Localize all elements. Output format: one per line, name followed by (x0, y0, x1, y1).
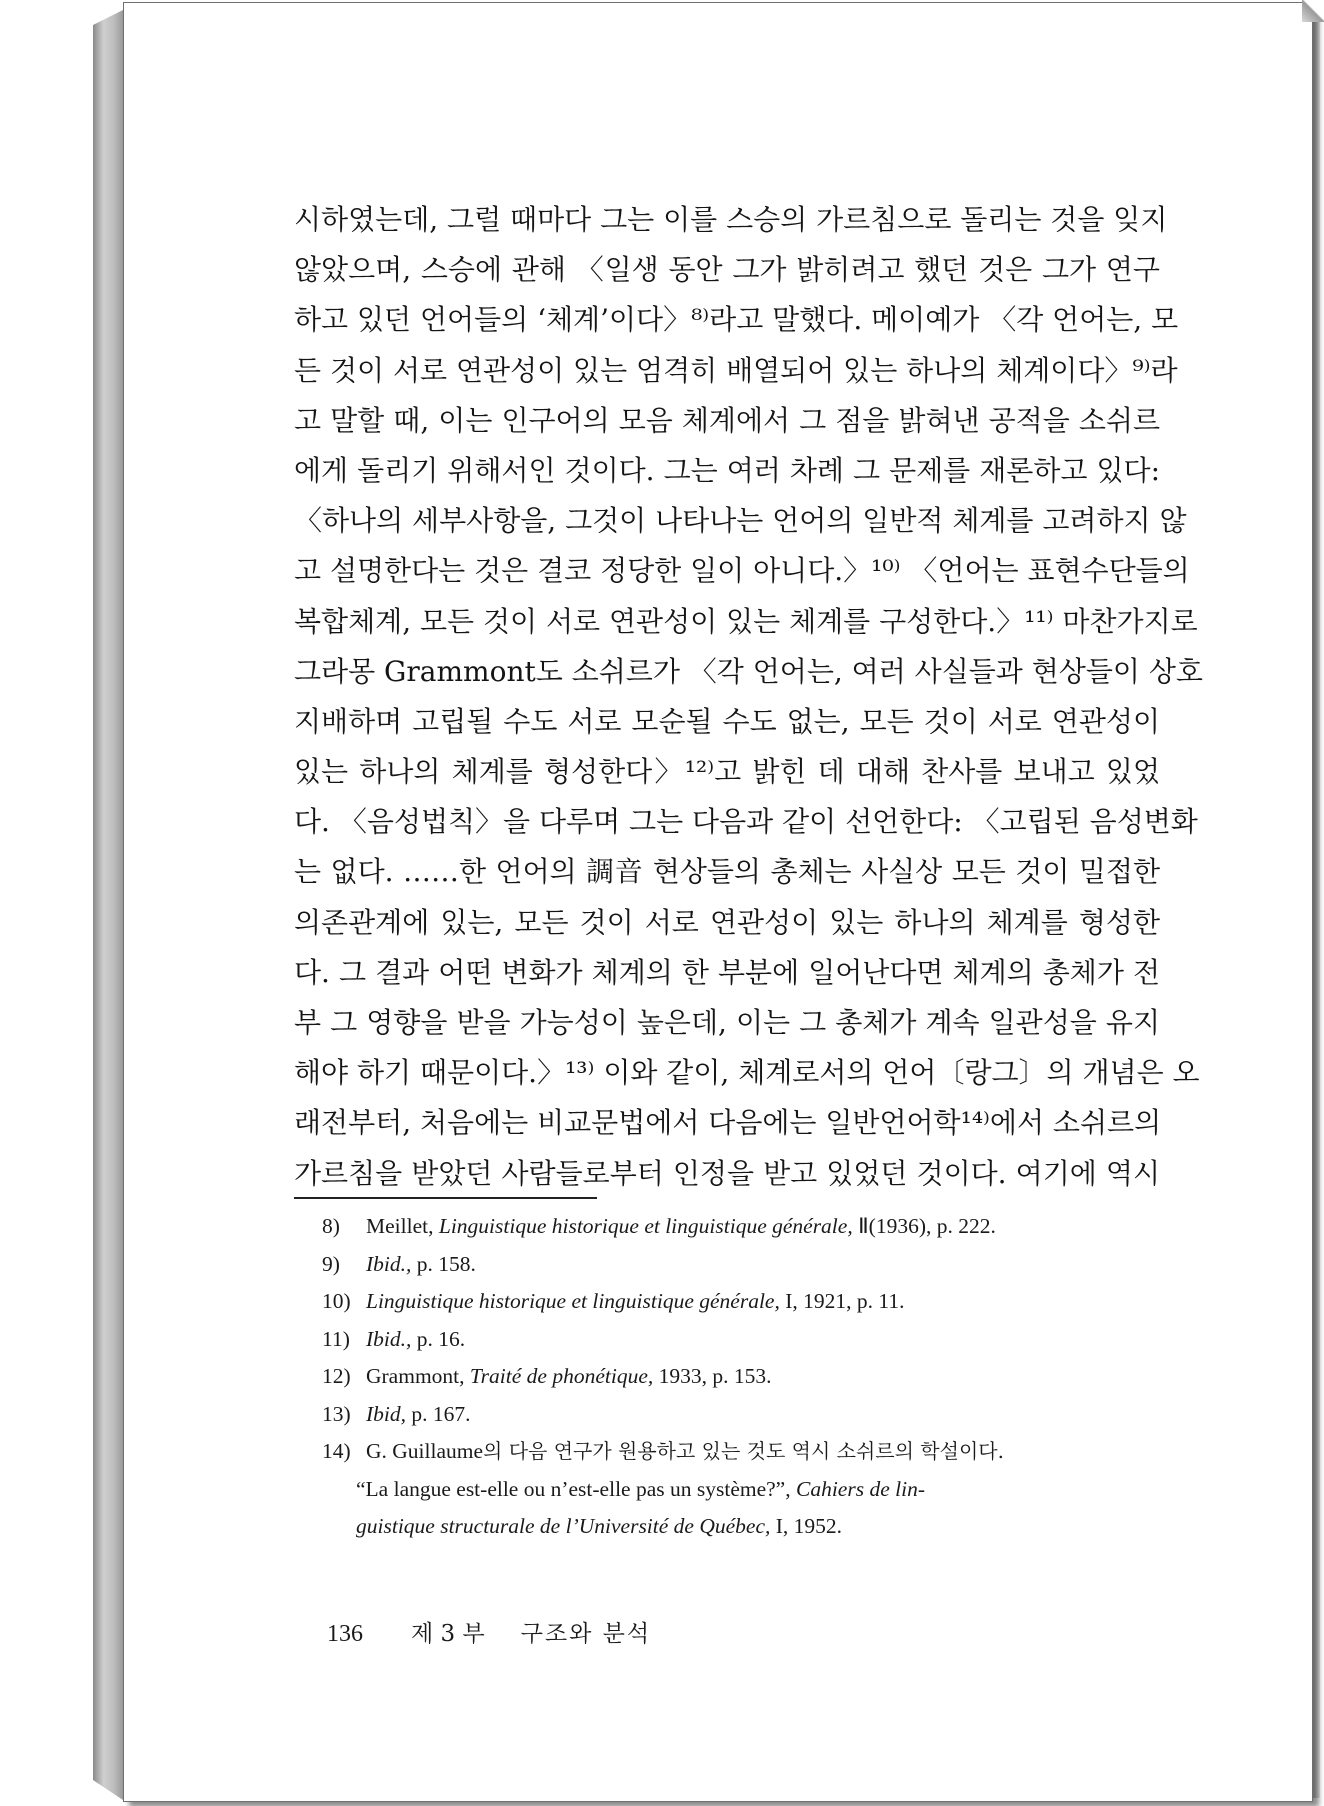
book-spine (93, 10, 123, 1800)
footnote-author: G. Guillaume (366, 1439, 484, 1463)
footnote-continuation (322, 1471, 1166, 1509)
footnote (322, 1246, 1166, 1284)
footnote-ref: p. 158. (411, 1251, 476, 1276)
footnote (322, 1208, 1166, 1246)
footnote-ref: 1933, p. 153. (653, 1364, 772, 1388)
body-line: 가르침을 받았던 사람들로부터 인정을 받고 있었던 것이다. 여기에 역시 (294, 1156, 1160, 1190)
body-line: 고 말할 때, 이는 인구어의 모음 체계에서 그 점을 밝혀낸 공적을 소쉬르 (294, 403, 1160, 437)
footnote-ref: I, 1952. (770, 1514, 843, 1538)
footnote-ref: p. 16. (411, 1326, 466, 1351)
footnote-number: 14) (322, 1439, 351, 1463)
body-text (294, 195, 1203, 1199)
footnote-divider (294, 1197, 597, 1199)
section-title: 구조와 분석 (520, 1621, 652, 1647)
footnote (322, 1321, 1166, 1359)
page-corner-curl (1302, 0, 1324, 22)
footnote-title: Linguistique historique et linguistique générale, (366, 1289, 780, 1313)
footnote (322, 1283, 1166, 1321)
footnote-ref: I, 1921, p. 11. (779, 1289, 905, 1313)
footnote-number: 11) (322, 1326, 350, 1351)
body-line: 그라몽 Grammont도 소쉬르가 〈각 언어는, 여러 사실들과 현상들이 상호 (294, 654, 1203, 688)
footnote (322, 1396, 1166, 1434)
footnote (322, 1358, 1166, 1396)
footnote-author: Meillet, (366, 1214, 439, 1238)
footnote-ref: p. 167. (406, 1401, 471, 1426)
page-footer (327, 1614, 651, 1654)
footnotes (322, 1208, 1166, 1546)
footnote-continuation (322, 1508, 1166, 1546)
footnote-title: Ibid., (366, 1326, 412, 1351)
body-line: 시하였는데, 그럴 때마다 그는 이를 스승의 가르침으로 돌리는 것을 잊지 (294, 203, 1168, 236)
footnote-ref: Ⅱ(1936), p. 222. (852, 1214, 996, 1238)
footnote-number: 10) (322, 1289, 351, 1313)
body-line: 지배하며 고립될 수도 서로 모순될 수도 없는, 모든 것이 서로 연관성이 (294, 704, 1160, 738)
body-line: 래전부터, 처음에는 비교문법에서 다음에는 일반언어학¹⁴⁾에서 소쉬르의 (294, 1106, 1162, 1140)
footnote-title: Ibid, (366, 1401, 407, 1426)
body-line: 다. 그 결과 어떤 변화가 체계의 한 부분에 일어난다면 체계의 총체가 전 (294, 955, 1160, 989)
footnote-number: 13) (322, 1401, 351, 1426)
footnote-author: Grammont, (366, 1364, 470, 1388)
body-line: 는 없다. ……한 언어의 調音 현상들의 총체는 사실상 모든 것이 밀접한 (294, 855, 1160, 889)
page-number: 136 (327, 1621, 363, 1647)
body-line: 해야 하기 때문이다.〉¹³⁾ 이와 같이, 체계로서의 언어〔랑그〕의 개념은 오 (294, 1056, 1200, 1090)
body-line: 하고 있던 언어들의 ‘체계’이다〉⁸⁾라고 말했다. 메이예가 〈각 언어는, 모 (294, 303, 1179, 337)
footnote-title: Traité de phonétique, (469, 1364, 654, 1388)
footnote-title: Cahiers de lin- (795, 1476, 925, 1501)
body-line: 고 설명한다는 것은 결코 정당한 일이 아니다.〉¹⁰⁾ 〈언어는 표현수단들의 (294, 554, 1190, 588)
footnote-title: guistique structurale de l’Université de Québec, (356, 1514, 771, 1538)
body-line: 않았으며, 스승에 관해 〈일생 동안 그가 밝히려고 했던 것은 그가 연구 (294, 253, 1160, 287)
body-line: 의존관계에 있는, 모든 것이 서로 연관성이 있는 하나의 체계를 형성한 (294, 905, 1160, 939)
body-line: 〈하나의 세부사항을, 그것이 나타나는 언어의 일반적 체계를 고려하지 않 (294, 504, 1187, 538)
footnote (322, 1433, 1166, 1471)
footnote-text: 의 다음 연구가 원용하고 있는 것도 역시 소쉬르의 학설이다. (483, 1439, 1004, 1463)
footnote-number: 9) (322, 1251, 340, 1276)
footnote-title: Linguistique historique et linguistique générale, (438, 1214, 853, 1238)
part-label: 제 3 부 (411, 1621, 485, 1647)
footnote-number: 12) (322, 1364, 351, 1388)
footnote-number: 8) (322, 1214, 340, 1238)
body-line: 부 그 영향을 받을 가능성이 높은데, 이는 그 총체가 계속 일관성을 유지 (294, 1006, 1160, 1039)
body-line: 에게 돌리기 위해서인 것이다. 그는 여러 차례 그 문제를 재론하고 있다: (294, 453, 1160, 487)
body-line: 있는 하나의 체계를 형성한다〉¹²⁾고 밝힌 데 대해 찬사를 보내고 있었 (294, 755, 1160, 789)
footnote-title: Ibid., (366, 1251, 412, 1276)
footnote-quote: “La langue est-elle ou n’est-elle pas un système?”, (356, 1476, 796, 1501)
body-line: 다. 〈음성법칙〉을 다루며 그는 다음과 같이 선언한다: 〈고립된 음성변화 (294, 805, 1198, 839)
body-line: 든 것이 서로 연관성이 있는 엄격히 배열되어 있는 하나의 체계이다〉⁹⁾라 (294, 353, 1178, 387)
body-line: 복합체계, 모든 것이 서로 연관성이 있는 체계를 구성한다.〉¹¹⁾ 마찬가지로 (294, 604, 1198, 638)
